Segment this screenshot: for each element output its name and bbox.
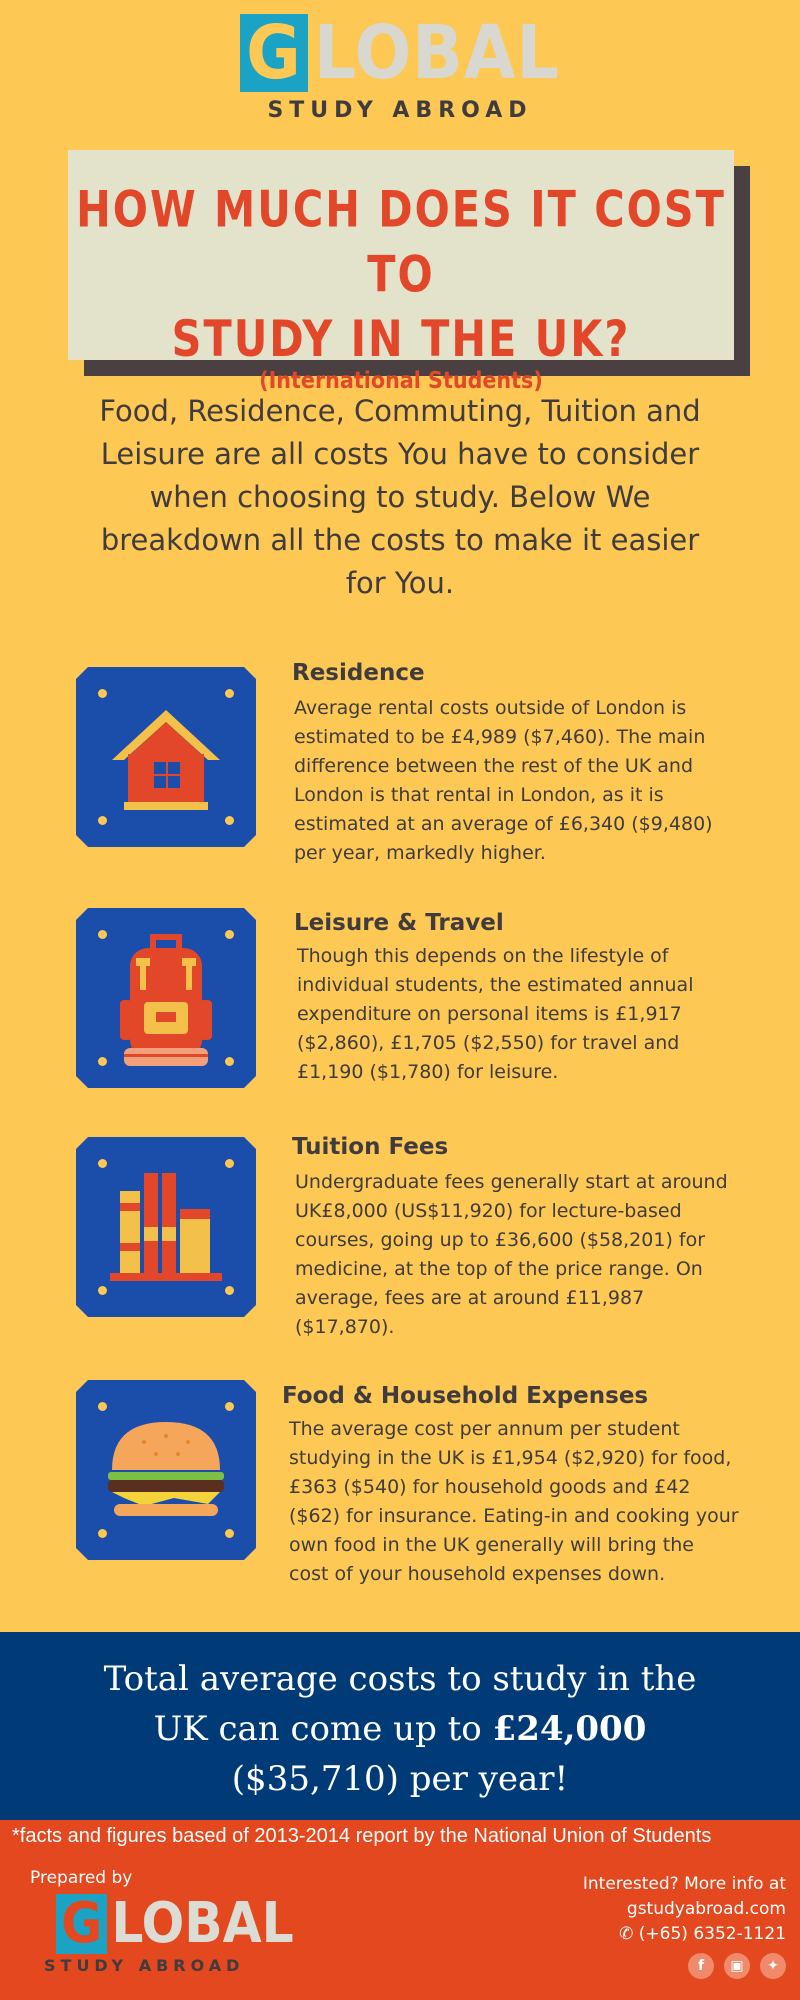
total-line3: ($35,710) per year!: [231, 1759, 569, 1799]
page-title-line1: HOW MUCH DOES IT COST TO: [76, 180, 726, 304]
tile-dot: [225, 689, 234, 698]
tile-dot: [225, 1057, 234, 1066]
logo-wordmark: [240, 10, 560, 96]
tuition-icon-tile: [76, 1137, 256, 1317]
footer-logo-initial: G: [56, 1894, 107, 1954]
section-title-residence: Residence: [292, 660, 425, 686]
section-title-food: Food & Household Expenses: [282, 1383, 649, 1409]
total-line2: [0, 1704, 800, 1754]
facebook-icon[interactable]: f: [688, 1953, 714, 1979]
section-title-tuition: Tuition Fees: [292, 1134, 449, 1160]
page-subtitle: (International Students): [259, 368, 543, 394]
header-logo: [0, 10, 800, 123]
section-body-food: The average cost per annum per student studying in the UK is £1,954 ($2,920) for food, £363 ($540) for household goods and £42 ($62) for insurance. Eating-in and cooking your own food in the UK generally will bring the cost of your household expenses down.: [289, 1418, 739, 1585]
page-title: [68, 177, 734, 371]
tile-dot: [98, 1402, 107, 1411]
tile-dot: [225, 1286, 234, 1295]
tile-dot: [225, 1529, 234, 1538]
prepared-by-label: Prepared by: [30, 1868, 133, 1888]
tile-dot: [98, 689, 107, 698]
section-body-leisure: Though this depends on the lifestyle of individual students, the estimated annual expenditure on personal items is £1,917 ($2,860), £1,705 ($2,550) for travel and £1,190 ($1,780) for leisure.: [297, 945, 694, 1083]
section-body-residence: Average rental costs outside of London is estimated to be £4,989 ($7,460). The main difference between the rest of the UK and London is that rental in London, as it is estimated at an average of £6,340 ($9,480) per year, markedly higher.: [294, 697, 713, 864]
food-icon-tile: [76, 1380, 256, 1560]
social-links: [688, 1953, 786, 1979]
contact-line1: Interested? More info at: [582, 1874, 786, 1894]
phone-number[interactable]: (+65) 6352-1121: [638, 1924, 786, 1944]
tile-dot: [225, 930, 234, 939]
twitter-icon[interactable]: ✦: [760, 1953, 786, 1979]
tile-dot: [98, 1057, 107, 1066]
tile-dot: [98, 1286, 107, 1295]
backpack-icon: [112, 930, 220, 1070]
footer-logo-rest: LOBAL: [111, 1891, 294, 1956]
phone-row: [583, 1922, 786, 1947]
burger-icon: [104, 1418, 228, 1522]
footer-logo: [44, 1891, 294, 1975]
footer-logo-tagline: STUDY ABROAD: [44, 1956, 245, 1975]
books-icon: [106, 1167, 226, 1287]
logo-rest: LOBAL: [313, 10, 560, 96]
phone-icon: ✆: [619, 1924, 634, 1944]
footer-logo-wordmark: [56, 1891, 294, 1956]
website-link[interactable]: gstudyabroad.com: [626, 1899, 786, 1919]
intro-text: Food, Residence, Commuting, Tuition and Leisure are all costs You have to consider when choosing to study. Below We breakdown all the costs to make it easier for You.: [99, 394, 701, 600]
total-amount: £24,000: [492, 1709, 647, 1749]
prepared-by: [30, 1868, 294, 1975]
logo-initial: G: [240, 14, 308, 92]
tile-dot: [98, 1529, 107, 1538]
section-body-tuition: Undergraduate fees generally start at around UK£8,000 (US$11,920) for lecture-based courses, going up to £36,600 ($58,201) for medicine, at the top of the price range. On average, fees are at around £11,987 ($17,870).: [295, 1171, 728, 1338]
total-cost-banner: [0, 1632, 800, 1820]
tile-dot: [225, 1402, 234, 1411]
total-line2-prefix: UK can come up to: [153, 1709, 493, 1749]
leisure-icon-tile: [76, 908, 256, 1088]
page-title-line2: STUDY IN THE UK?: [171, 309, 631, 368]
total-line1: Total average costs to study in the: [103, 1659, 697, 1699]
tile-dot: [225, 1159, 234, 1168]
footer-disclaimer: *facts and figures based of 2013-2014 report by the National Union of Students: [12, 1825, 712, 1847]
title-card: [68, 150, 734, 394]
section-title-leisure: Leisure & Travel: [294, 910, 504, 936]
tile-dot: [98, 816, 107, 825]
tile-dot: [225, 816, 234, 825]
house-icon: [106, 702, 226, 812]
residence-icon-tile: [76, 667, 256, 847]
tile-dot: [98, 930, 107, 939]
logo-tagline: STUDY ABROAD: [267, 98, 533, 123]
contact-info: [583, 1872, 786, 1979]
instagram-icon[interactable]: ▣: [724, 1953, 750, 1979]
